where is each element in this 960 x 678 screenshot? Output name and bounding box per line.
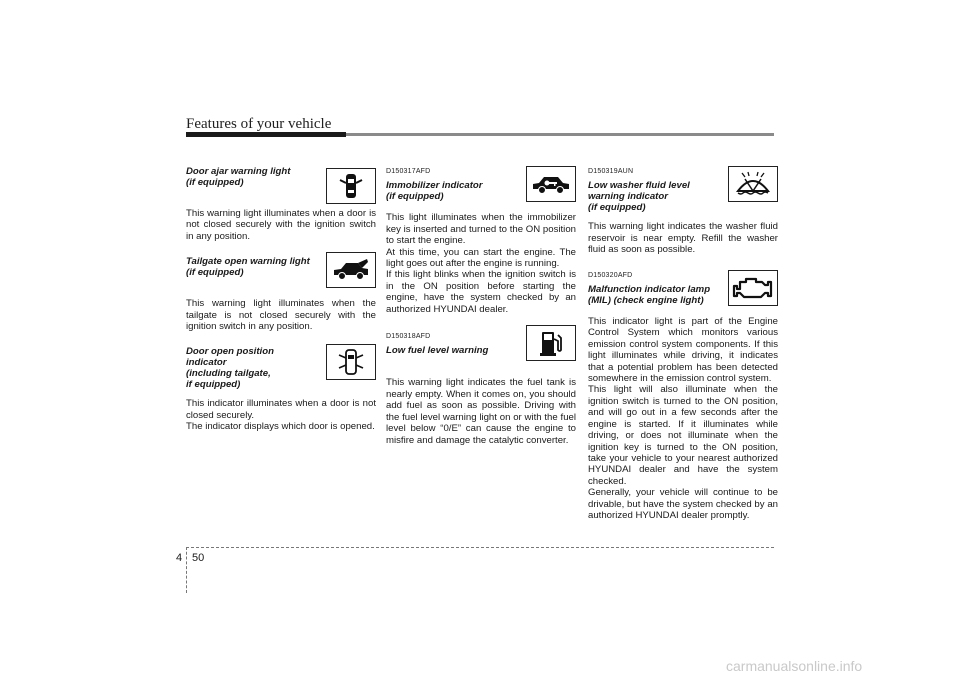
section-body: This warning light indicates the fuel tank is nearly empty. When it comes on, you should add fuel as soon as possible. Driving with the fuel level warning light on or with the fuel level below “0/E” can cause the engine to misfire and damage the catalytic converter. [386, 377, 576, 446]
washer-fluid-section [588, 166, 778, 256]
section-code: D150320AFD [588, 271, 633, 279]
check-engine-icon [728, 270, 778, 306]
door-position-icon [326, 344, 376, 380]
section-body: This light illuminates when the immobilizer key is inserted and turned to the ON position to start the engine. At this time, you can start the engine. The light goes out after the engine is running. If this light blinks when the ignition switch is in the ON position before starting the engine, have the system checked by an authorized HYUNDAI dealer. [386, 212, 576, 315]
fuel-pump-icon [526, 325, 576, 361]
chapter-number: 4 [176, 552, 183, 564]
section-body: This warning light indicates the washer fluid reservoir is near empty. Refill the washer fluid as soon as possible. [588, 221, 778, 256]
immobilizer-section [386, 166, 576, 315]
low-fuel-section [386, 331, 576, 446]
column-1 [186, 166, 376, 433]
footer-vertical-rule [186, 547, 187, 593]
section-code: D150319AUN [588, 168, 634, 175]
section-heading: Immobilizer indicator (if equipped) [386, 180, 483, 203]
washer-fluid-icon [728, 166, 778, 202]
page-number: 50 [192, 552, 205, 564]
door-ajar-section [186, 166, 376, 242]
check-engine-section [588, 270, 778, 522]
section-heading: Low washer fluid level warning indicator (if equipped) [588, 180, 690, 214]
page-title: Features of your vehicle [186, 116, 332, 132]
header-rule-accent [186, 132, 346, 137]
section-heading: Door open position indicator (including tailgate, if equipped) [186, 346, 274, 391]
section-body: This indicator light is part of the Engine Control System which monitors various emission control system components. If this light illuminates while driving, it indicates that a potential problem has been detected somewhere in the emission control system. This light will also illuminate when the ignition switch is turned to the ON position, and will go out in a few seconds after the engine is started. If it illuminates while driving, or does not illuminate when the ignition key is turned to the ON position, take your vehicle to your nearest authorized HYUNDAI dealer and have the system checked. Generally, your vehicle will continue to be drivable, but have the system checked by an authorized HYUNDAI dealer promptly. [588, 316, 778, 521]
section-code: D150318AFD [386, 333, 431, 341]
section-heading: Low fuel level warning [386, 345, 489, 357]
column-3 [588, 166, 778, 521]
section-heading: Door ajar warning light (if equipped) [186, 166, 291, 188]
section-code: D150317AFD [386, 168, 431, 175]
section-body: This warning light illuminates when the tailgate is not closed securely with the ignition switch in any position. [186, 298, 376, 333]
immobilizer-icon [526, 166, 576, 202]
column-2 [386, 166, 576, 446]
door-ajar-icon [326, 168, 376, 204]
section-heading: Malfunction indicator lamp (MIL) (check engine light) [588, 284, 711, 307]
watermark: carmanualsonline.info [726, 658, 863, 674]
section-body: This indicator illuminates when a door is not closed securely. The indicator displays which door is opened. [186, 398, 376, 433]
section-body: This warning light illuminates when a door is not closed securely with the ignition switch in any position. [186, 208, 376, 242]
footer-rule [186, 547, 774, 548]
section-heading: Tailgate open warning light (if equipped) [186, 256, 310, 279]
tailgate-open-icon [326, 252, 376, 288]
tailgate-open-section [186, 256, 376, 332]
door-position-section [186, 346, 376, 432]
